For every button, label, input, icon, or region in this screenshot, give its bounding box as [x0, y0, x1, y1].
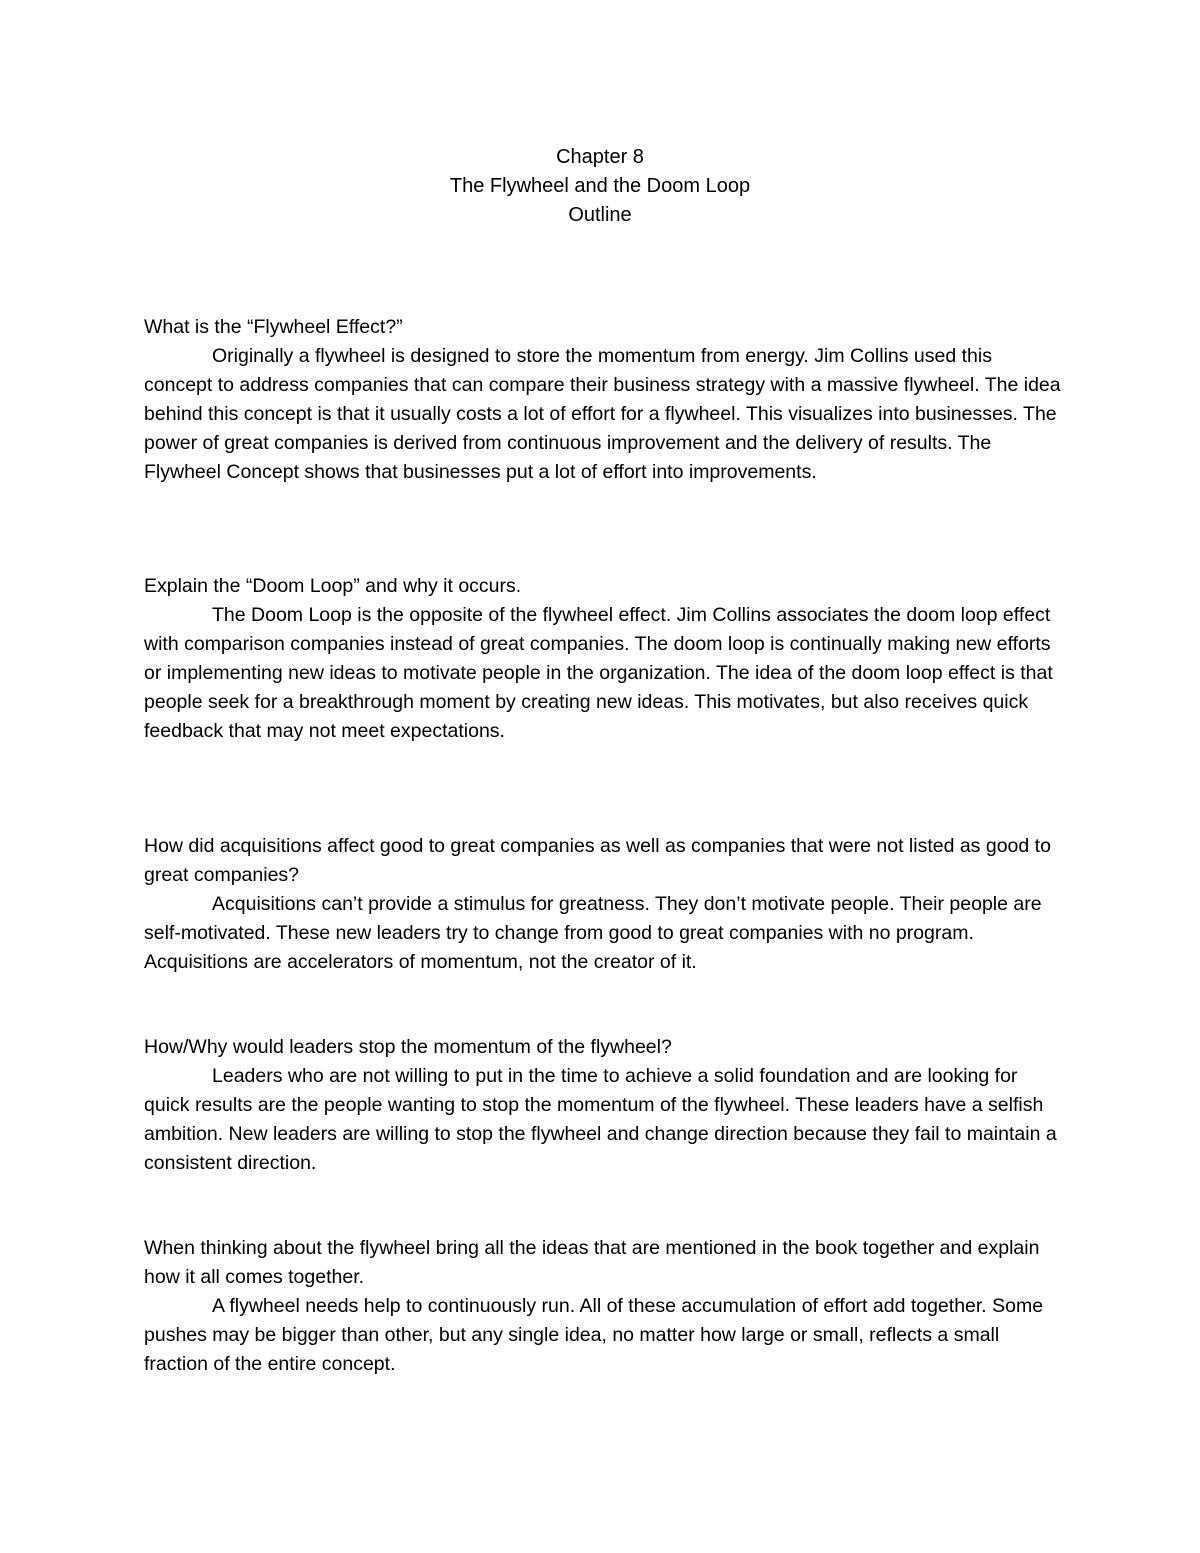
answer-text: A flywheel needs help to continuously run. All of these accumulation of effort add together. Some pushes may be bigger than other, but any single idea, no matter how large or small, reflects a small fraction of the entire concept. — [144, 1295, 1044, 1375]
question-text: Explain the “Doom Loop” and why it occurs. — [144, 575, 522, 597]
answer-text: Leaders who are not willing to put in the time to achieve a solid foundation and are looking for quick results are the people wanting to stop the momentum of the flywheel. These leaders have a selfish ambition. New leaders are willing to stop the flywheel and change direction because they fail to maintain a consistent direction. — [144, 1065, 1057, 1174]
section-leaders-momentum — [144, 1033, 1064, 1178]
section-acquisitions — [144, 832, 1064, 977]
question-text: When thinking about the flywheel bring all the ideas that are mentioned in the book together and explain how it all comes together. — [144, 1237, 1040, 1288]
answer-text: The Doom Loop is the opposite of the flywheel effect. Jim Collins associates the doom loop effect with comparison companies instead of great companies. The doom loop is continually making new efforts or implementing new ideas to motivate people in the organization. The idea of the doom loop effect is that people seek for a breakthrough moment by creating new ideas. This motivates, but also receives quick feedback that may not meet expectations. — [144, 604, 1053, 742]
question-text: How/Why would leaders stop the momentum of the flywheel? — [144, 1036, 672, 1058]
chapter-title: The Flywheel and the Doom Loop — [449, 175, 751, 197]
answer-text: Acquisitions can’t provide a stimulus for greatness. They don’t motivate people. Their people are self-motivated. These new leaders try to change from good to great companies with no program. Acquisitions are accelerators of momentum, not the creator of it. — [144, 893, 1042, 973]
section-doom-loop — [144, 572, 1064, 746]
section-bringing-ideas-together — [144, 1234, 1064, 1379]
question-text: What is the “Flywheel Effect?” — [144, 316, 403, 338]
question-text: How did acquisitions affect good to great companies as well as companies that were not listed as good to great companies? — [144, 835, 1051, 886]
section-flywheel-effect — [144, 313, 1064, 487]
title-block — [0, 143, 1200, 230]
answer-text: Originally a flywheel is designed to store the momentum from energy. Jim Collins used this concept to address companies that can compare their business strategy with a massive flywheel. The idea behind this concept is that it usually costs a lot of effort for a flywheel. This visualizes into businesses. The power of great companies is derived from continuous improvement and the delivery of results. The Flywheel Concept shows that businesses put a lot of effort into improvements. — [144, 345, 1061, 483]
chapter-number: Chapter 8 — [556, 146, 644, 168]
document-subtitle: Outline — [568, 204, 632, 226]
